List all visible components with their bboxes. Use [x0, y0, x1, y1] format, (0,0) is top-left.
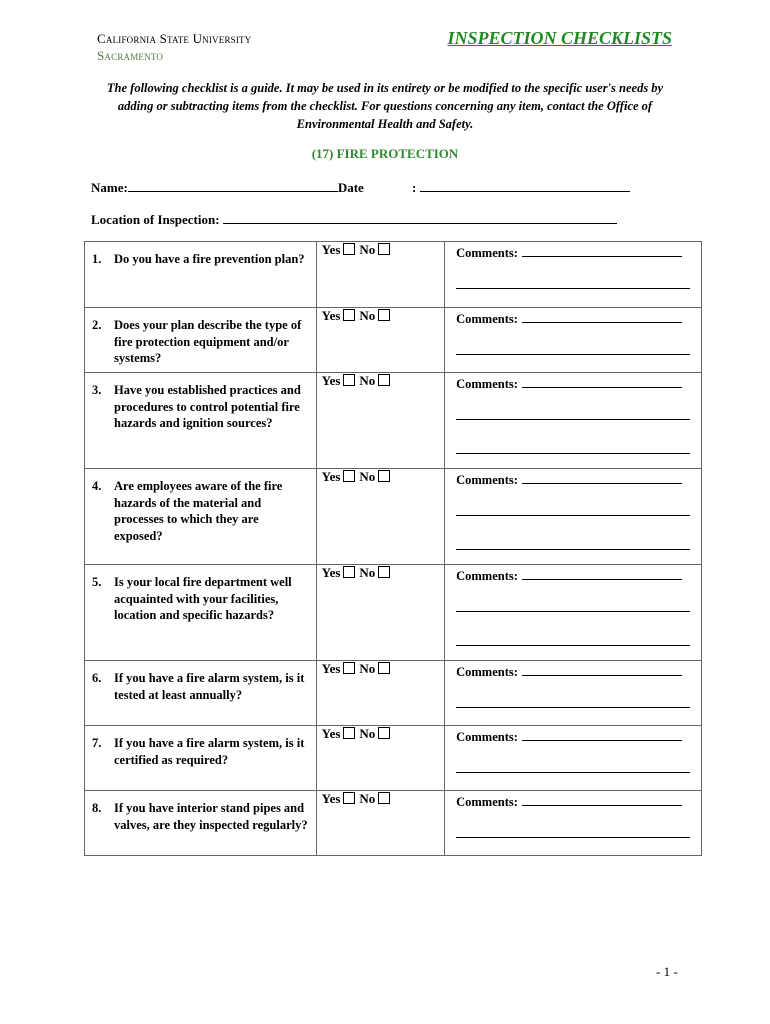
- comments-line[interactable]: [456, 376, 701, 392]
- yes-label: Yes: [321, 469, 341, 484]
- no-label: No: [359, 565, 376, 580]
- question-number: 2.: [92, 318, 102, 332]
- question-text: If you have interior stand pipes and valves, are they inspected regularly?: [114, 801, 308, 832]
- yes-checkbox[interactable]: [343, 374, 355, 386]
- comments-line[interactable]: [456, 568, 701, 584]
- question-number: 5.: [92, 575, 102, 589]
- comment-blank[interactable]: [456, 277, 690, 289]
- campus-name: Sacramento: [97, 48, 164, 63]
- answer-cell: [316, 726, 444, 791]
- comments-line[interactable]: [456, 794, 701, 810]
- date-label: Date: [337, 180, 364, 195]
- yes-label: Yes: [321, 726, 341, 741]
- no-checkbox[interactable]: [378, 470, 390, 482]
- university-name: California State University: [97, 31, 252, 46]
- no-checkbox[interactable]: [378, 662, 390, 674]
- page-number: - 1 -: [656, 964, 678, 979]
- comment-blank[interactable]: [522, 245, 682, 257]
- comment-extra-line[interactable]: [456, 538, 701, 554]
- comments-line[interactable]: [456, 472, 701, 488]
- question-number: 4.: [92, 479, 102, 493]
- location-field[interactable]: [91, 211, 617, 228]
- question-cell: [85, 469, 317, 565]
- document-title: INSPECTION CHECKLISTS: [447, 28, 672, 48]
- answer-cell: [316, 308, 444, 373]
- checklist-row: [85, 726, 702, 791]
- no-checkbox[interactable]: [378, 374, 390, 386]
- checklist-row: [85, 661, 702, 726]
- comments-cell: [445, 308, 702, 373]
- comments-cell: [445, 726, 702, 791]
- answer-cell: [316, 373, 444, 469]
- question-text: Have you established practices and procedures to control potential fire hazards and ignition sources?: [114, 383, 301, 430]
- question-text: Are employees aware of the fire hazards of the material and processes to which they are exposed?: [114, 479, 283, 543]
- comment-blank[interactable]: [456, 761, 690, 773]
- comment-blank[interactable]: [522, 376, 682, 388]
- question-cell: [85, 242, 317, 308]
- no-label: No: [359, 308, 376, 323]
- comment-blank[interactable]: [456, 634, 690, 646]
- question-text: If you have a fire alarm system, is it tested at least annually?: [114, 671, 305, 702]
- question-number: 1.: [92, 252, 102, 266]
- question-text: If you have a fire alarm system, is it certified as required?: [114, 736, 305, 767]
- checklist-row: [85, 308, 702, 373]
- comment-blank[interactable]: [522, 664, 682, 676]
- intro-paragraph: The following checklist is a guide. It may be used in its entirety or be modified to the specific user's needs by adding or subtracting items from the checklist. For questions concerning any item, contact the Office of Environmental Health and Safety.: [106, 81, 664, 131]
- date-line[interactable]: [420, 179, 630, 192]
- no-label: No: [359, 661, 376, 676]
- no-checkbox[interactable]: [378, 309, 390, 321]
- comment-blank[interactable]: [456, 826, 690, 838]
- yes-checkbox[interactable]: [343, 470, 355, 482]
- comments-label: Comments:: [456, 473, 518, 487]
- yes-checkbox[interactable]: [343, 309, 355, 321]
- answer-cell: [316, 242, 444, 308]
- comment-blank[interactable]: [522, 311, 682, 323]
- question-cell: [85, 726, 317, 791]
- no-checkbox[interactable]: [378, 243, 390, 255]
- no-checkbox[interactable]: [378, 566, 390, 578]
- checklist-row: [85, 791, 702, 856]
- yes-checkbox[interactable]: [343, 727, 355, 739]
- checklist-row: [85, 242, 702, 308]
- no-checkbox[interactable]: [378, 792, 390, 804]
- comment-extra-line[interactable]: [456, 826, 701, 842]
- no-checkbox[interactable]: [378, 727, 390, 739]
- comment-extra-line[interactable]: [456, 343, 701, 359]
- no-label: No: [359, 726, 376, 741]
- yes-checkbox[interactable]: [343, 566, 355, 578]
- name-label: Name:: [91, 180, 128, 195]
- question-cell: [85, 373, 317, 469]
- question-number: 8.: [92, 801, 102, 815]
- question-cell: [85, 308, 317, 373]
- checklist-row: [85, 469, 702, 565]
- comment-blank[interactable]: [456, 600, 690, 612]
- yes-label: Yes: [321, 565, 341, 580]
- comment-blank[interactable]: [456, 504, 690, 516]
- comments-label: Comments:: [456, 665, 518, 679]
- answer-cell: [316, 661, 444, 726]
- comment-extra-line[interactable]: [456, 504, 701, 520]
- comment-blank[interactable]: [456, 442, 690, 454]
- section-title: (17) FIRE PROTECTION: [311, 146, 459, 161]
- name-field[interactable]: [91, 179, 364, 196]
- university-header: [97, 30, 251, 64]
- question-text: Is your local fire department well acquainted with your facilities, location and specific hazards?: [114, 575, 292, 622]
- comment-extra-line[interactable]: [456, 277, 701, 293]
- no-label: No: [359, 242, 376, 257]
- answer-cell: [316, 791, 444, 856]
- comment-extra-line[interactable]: [456, 442, 701, 458]
- comment-blank[interactable]: [456, 696, 690, 708]
- comments-label: Comments:: [456, 312, 518, 326]
- question-text: Does your plan describe the type of fire protection equipment and/or systems?: [114, 318, 302, 365]
- comments-line[interactable]: [456, 311, 701, 327]
- question-number: 3.: [92, 383, 102, 397]
- comment-extra-line[interactable]: [456, 600, 701, 616]
- comment-extra-line[interactable]: [456, 761, 701, 777]
- question-text: Do you have a fire prevention plan?: [114, 252, 305, 266]
- comments-cell: [445, 242, 702, 308]
- comment-blank[interactable]: [522, 729, 682, 741]
- yes-label: Yes: [321, 308, 341, 323]
- checklist-row: [85, 565, 702, 661]
- comments-line[interactable]: [456, 729, 701, 745]
- yes-checkbox[interactable]: [343, 243, 355, 255]
- comments-label: Comments:: [456, 795, 518, 809]
- question-number: 6.: [92, 671, 102, 685]
- question-cell: [85, 661, 317, 726]
- comments-label: Comments:: [456, 246, 518, 260]
- location-label: Location of Inspection:: [91, 212, 220, 227]
- yes-label: Yes: [321, 661, 341, 676]
- comments-label: Comments:: [456, 569, 518, 583]
- comment-blank[interactable]: [522, 472, 682, 484]
- answer-cell: [316, 469, 444, 565]
- comments-cell: [445, 661, 702, 726]
- comments-cell: [445, 373, 702, 469]
- yes-checkbox[interactable]: [343, 792, 355, 804]
- comments-line[interactable]: [456, 245, 701, 261]
- comment-blank[interactable]: [522, 568, 682, 580]
- question-number: 7.: [92, 736, 102, 750]
- answer-cell: [316, 565, 444, 661]
- comments-cell: [445, 469, 702, 565]
- question-cell: [85, 791, 317, 856]
- yes-label: Yes: [321, 791, 341, 806]
- comment-extra-line[interactable]: [456, 696, 701, 712]
- no-label: No: [359, 469, 376, 484]
- checklist-table: [84, 241, 702, 856]
- question-cell: [85, 565, 317, 661]
- comment-blank[interactable]: [456, 538, 690, 550]
- date-colon: :: [412, 180, 417, 195]
- comment-blank[interactable]: [456, 408, 690, 420]
- yes-label: Yes: [321, 373, 341, 388]
- name-line[interactable]: [128, 179, 338, 192]
- yes-label: Yes: [321, 242, 341, 257]
- comments-line[interactable]: [456, 664, 701, 680]
- checklist-row: [85, 373, 702, 469]
- comments-cell: [445, 791, 702, 856]
- yes-checkbox[interactable]: [343, 662, 355, 674]
- comment-extra-line[interactable]: [456, 408, 701, 424]
- comment-blank[interactable]: [456, 343, 690, 355]
- comments-cell: [445, 565, 702, 661]
- comments-label: Comments:: [456, 377, 518, 391]
- location-line[interactable]: [223, 211, 617, 224]
- comment-extra-line[interactable]: [456, 634, 701, 650]
- no-label: No: [359, 373, 376, 388]
- no-label: No: [359, 791, 376, 806]
- comments-label: Comments:: [456, 730, 518, 744]
- date-field[interactable]: [412, 179, 630, 196]
- comment-blank[interactable]: [522, 794, 682, 806]
